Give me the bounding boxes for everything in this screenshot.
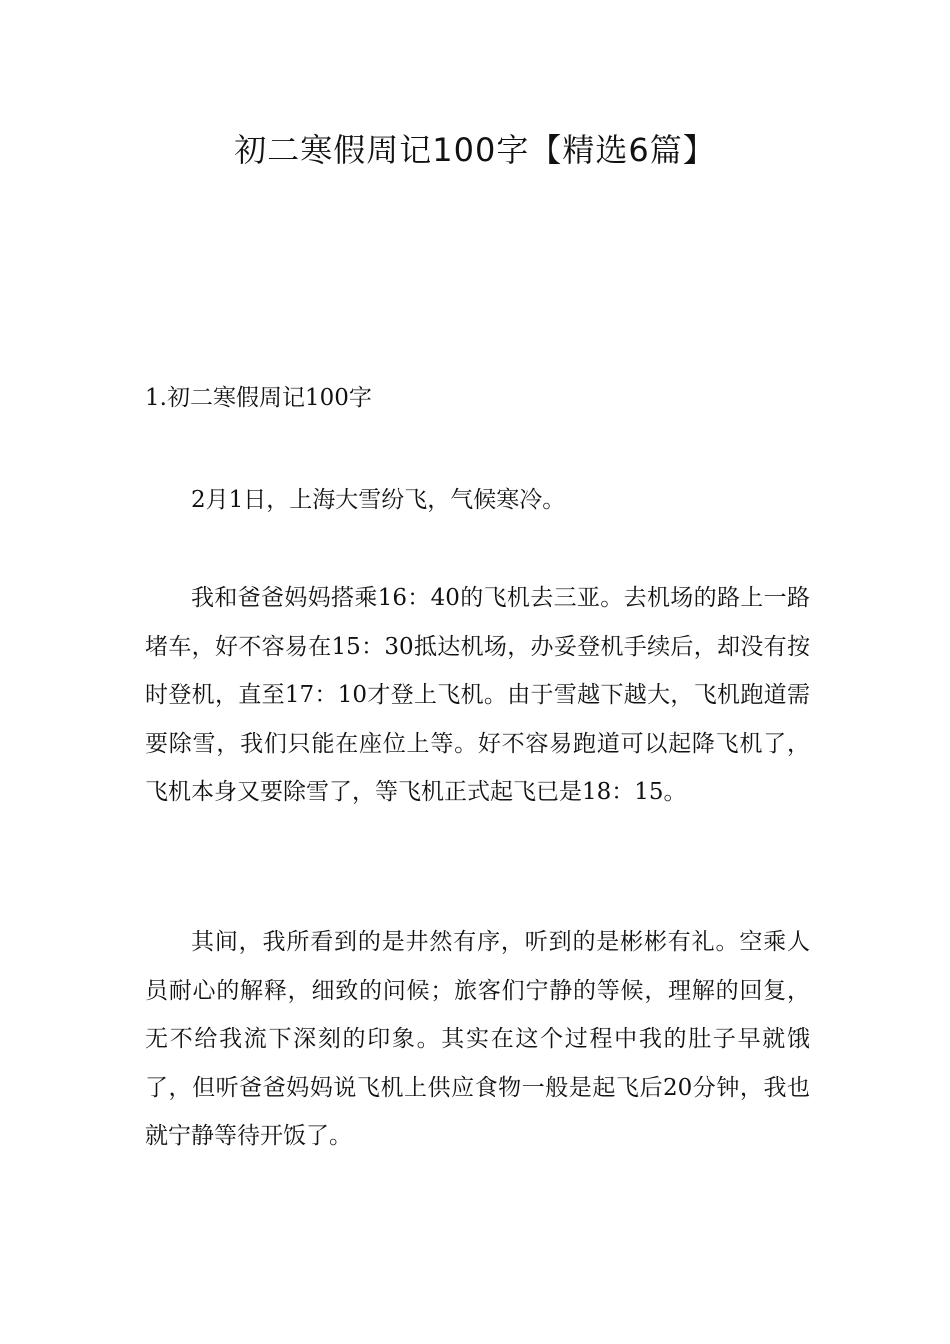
document-title: 初二寒假周记100字【精选6篇】 [234,131,716,169]
section-heading: 1.初二寒假周记100字 [145,385,372,411]
paragraph-1: 2月1日，上海大雪纷飞，气候寒冷。 [191,487,566,513]
paragraph-2: 我和爸爸妈妈搭乘16：40的飞机去三亚。去机场的路上一路堵车，好不容易在15：30抵达机场，办妥登机手续后，却没有按时登机，直至17：10才登上飞机。由于雪越下越大，飞机跑道需要除雪，我们只能在座位上等。好不容易跑道可以起降飞机了，飞机本身又要除雪了，等飞机正式起飞已是18：15。 [145,585,810,805]
paragraph-3: 其间，我所看到的是井然有序，听到的是彬彬有礼。空乘人员耐心的解释，细致的问候；旅客们宁静的等候，理解的回复，无不给我流下深刻的印象。其实在这个过程中我的肚子早就饿了，但听爸爸妈妈说飞机上供应食物一般是起飞后20分钟，我也就宁静等待开饭了。 [145,929,810,1149]
